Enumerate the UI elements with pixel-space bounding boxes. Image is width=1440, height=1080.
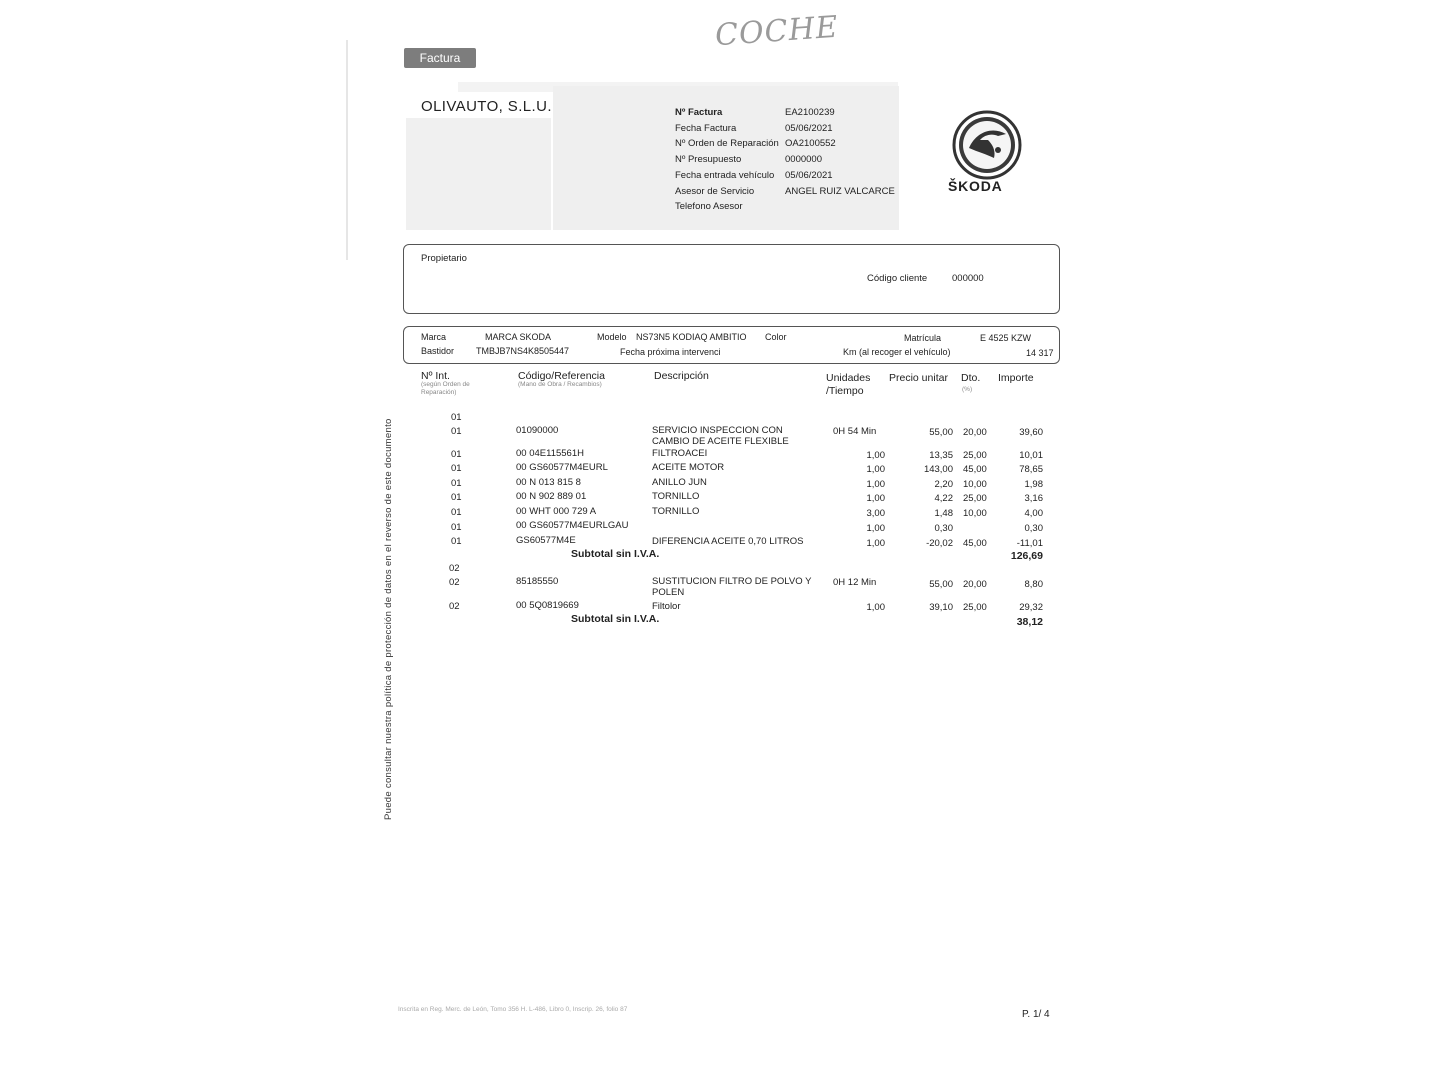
document-type-badge: Factura — [404, 48, 476, 68]
row-amount: 3,16 — [1024, 493, 1043, 504]
row-int: 01 — [451, 412, 462, 423]
row-units: 1,00 — [866, 602, 885, 613]
header-code: Código/Referencia — [518, 370, 605, 382]
company-name: OLIVAUTO, S.L.U. — [421, 98, 552, 115]
subtotal-label: Subtotal sin I.V.A. — [571, 613, 660, 625]
row-discount: 10,00 — [963, 508, 987, 519]
info-label: Telefono Asesor — [675, 201, 743, 213]
row-description: DIFERENCIA ACEITE 0,70 LITROS — [652, 536, 804, 547]
row-units: 1,00 — [866, 479, 885, 490]
row-code: 85185550 — [516, 576, 559, 587]
header-int-sub: (según Orden de Reparación) — [421, 381, 470, 396]
row-units: 0H 12 Min — [833, 577, 877, 588]
row-discount: 45,00 — [963, 464, 987, 475]
subtotal-value: 126,69 — [1010, 550, 1043, 562]
row-price: 55,00 — [929, 427, 953, 438]
advisor-phone-row — [675, 199, 895, 215]
redacted-address — [406, 118, 551, 230]
invoice-number-row — [675, 105, 895, 121]
row-amount: 0,30 — [1024, 523, 1043, 534]
row-description: ACEITE MOTOR — [652, 462, 725, 473]
row-code: 00 WHT 000 729 A — [516, 506, 597, 517]
header-int: Nº Int. — [421, 370, 450, 382]
km-value: 14 317 — [1026, 348, 1054, 358]
header-units: Unidades — [826, 372, 871, 384]
row-amount: 78,65 — [1019, 464, 1043, 475]
info-label: Asesor de Servicio — [675, 185, 755, 197]
row-amount: 8,80 — [1024, 579, 1043, 590]
modelo-label: Modelo — [597, 332, 627, 342]
row-int: 01 — [451, 536, 462, 547]
row-discount: 10,00 — [963, 479, 987, 490]
vehicle-entry-row — [675, 168, 895, 184]
row-int: 01 — [451, 426, 462, 437]
matricula-label: Matrícula — [904, 333, 942, 343]
info-label: Nº Presupuesto — [675, 154, 742, 166]
header-unit-price: Precio unitar — [889, 372, 948, 384]
registry-footer: Inscrita en Reg. Merc. de León, Tomo 356 H. L-486, Libro 0, Inscrip. 26, folio 87 — [398, 1006, 628, 1013]
row-price: 13,35 — [929, 450, 953, 461]
row-discount: 20,00 — [963, 427, 987, 438]
row-amount: 1,98 — [1024, 479, 1043, 490]
client-code-value: 000000 — [952, 273, 984, 284]
handwritten-note: COCHE — [713, 9, 840, 54]
owner-label: Propietario — [421, 253, 467, 264]
row-discount: 25,00 — [963, 602, 987, 613]
matricula-value: E 4525 KZW — [980, 333, 1032, 343]
row-code: 00 N 902 889 01 — [516, 491, 587, 502]
info-label: Nº Factura — [675, 107, 723, 118]
row-units: 1,00 — [866, 538, 885, 549]
row-code: 00 N 013 815 8 — [516, 477, 581, 488]
info-label: Nº Orden de Reparación — [675, 138, 779, 150]
invoice-info — [675, 105, 895, 215]
row-units: 1,00 — [866, 464, 885, 475]
row-description: SUSTITUCION FILTRO DE POLVO Y POLEN — [652, 576, 812, 598]
bastidor-value: TMBJB7NS4K8505447 — [476, 346, 570, 356]
skoda-logo-icon — [952, 110, 1022, 180]
row-int: 01 — [451, 492, 462, 503]
row-code: 00 GS60577M4EURLGAU — [516, 520, 629, 531]
row-discount: 25,00 — [963, 493, 987, 504]
next-service-label: Fecha próxima intervenci — [620, 347, 721, 357]
privacy-notice: Puede consultar nuestra política de protección de datos en el reverso de este documento — [383, 418, 394, 820]
row-int: 01 — [451, 449, 462, 460]
row-description: FILTROACEI — [652, 448, 708, 459]
row-units: 1,00 — [866, 450, 885, 461]
row-description: ANILLO JUN — [652, 477, 707, 488]
budget-row — [675, 152, 895, 168]
row-int: 01 — [451, 507, 462, 518]
row-units: 3,00 — [866, 508, 885, 519]
color-label: Color — [765, 332, 787, 342]
bastidor-label: Bastidor — [421, 346, 455, 356]
row-amount: 4,00 — [1024, 508, 1043, 519]
row-price: 55,00 — [929, 579, 953, 590]
row-description: TORNILLO — [652, 491, 700, 502]
row-price: 1,48 — [934, 508, 953, 519]
repair-order-row — [675, 136, 895, 152]
info-value: 05/06/2021 — [785, 122, 833, 134]
row-code: 00 04E115561H — [516, 448, 584, 459]
row-int: 02 — [449, 577, 460, 588]
row-int: 02 — [449, 601, 460, 612]
row-price: 39,10 — [929, 602, 953, 613]
marca-label: Marca — [421, 332, 447, 342]
page-number: P. 1/ 4 — [1022, 1009, 1050, 1020]
header-time: /Tiempo — [826, 385, 864, 397]
row-price: 143,00 — [923, 464, 953, 475]
row-amount: 39,60 — [1019, 427, 1043, 438]
info-value: 0000000 — [785, 154, 822, 166]
row-amount: 29,32 — [1019, 602, 1043, 613]
row-description: Filtolor — [652, 601, 681, 612]
header-description: Descripción — [654, 370, 709, 382]
row-description: TORNILLO — [652, 506, 700, 517]
subtotal-value: 38,12 — [1016, 616, 1043, 628]
header-amount: Importe — [998, 372, 1034, 384]
row-int: 02 — [449, 563, 460, 574]
row-int: 01 — [451, 522, 462, 533]
brand-name: ŠKODA — [948, 178, 1003, 194]
row-units: 1,00 — [866, 523, 885, 534]
modelo-value: NS73N5 KODIAQ AMBITIO — [636, 332, 747, 342]
scan-edge-line — [346, 40, 348, 260]
header-code-sub: (Mano de Obra / Recambios) — [518, 381, 602, 388]
row-int: 01 — [451, 463, 462, 474]
header-discount: Dto. — [961, 372, 981, 384]
row-code: 01090000 — [516, 425, 559, 436]
marca-value: MARCA SKODA — [485, 332, 552, 342]
info-label: Fecha entrada vehículo — [675, 169, 775, 181]
info-value: EA2100239 — [785, 107, 835, 118]
row-price: 2,20 — [934, 479, 953, 490]
client-code-label: Código cliente — [867, 273, 928, 284]
km-label: Km (al recoger el vehículo) — [843, 347, 951, 357]
row-discount: 45,00 — [963, 538, 987, 549]
row-amount: -11,01 — [1016, 538, 1043, 549]
subtotal-label: Subtotal sin I.V.A. — [571, 548, 660, 560]
info-value: ANGEL RUIZ VALCARCE — [785, 185, 895, 197]
row-price: -20,02 — [926, 538, 953, 549]
service-advisor-row — [675, 184, 895, 200]
row-discount: 20,00 — [963, 579, 987, 590]
row-int: 01 — [451, 478, 462, 489]
row-description: SERVICIO INSPECCION CON CAMBIO DE ACEITE FLEXIBLE — [652, 425, 789, 447]
row-units: 1,00 — [866, 493, 885, 504]
row-price: 4,22 — [934, 493, 953, 504]
row-code: GS60577M4E — [516, 535, 576, 546]
info-value: 05/06/2021 — [785, 169, 833, 181]
row-amount: 10,01 — [1019, 450, 1043, 461]
invoice-date-row — [675, 121, 895, 137]
info-label: Fecha Factura — [675, 122, 737, 134]
row-price: 0,30 — [934, 523, 953, 534]
row-code: 00 5Q0819669 — [516, 600, 579, 611]
row-discount: 25,00 — [963, 450, 987, 461]
row-code: 00 GS60577M4EURL — [516, 462, 608, 473]
row-units: 0H 54 Min — [833, 426, 877, 437]
header-discount-sub: (%) — [962, 386, 973, 393]
info-value: OA2100552 — [785, 138, 836, 150]
